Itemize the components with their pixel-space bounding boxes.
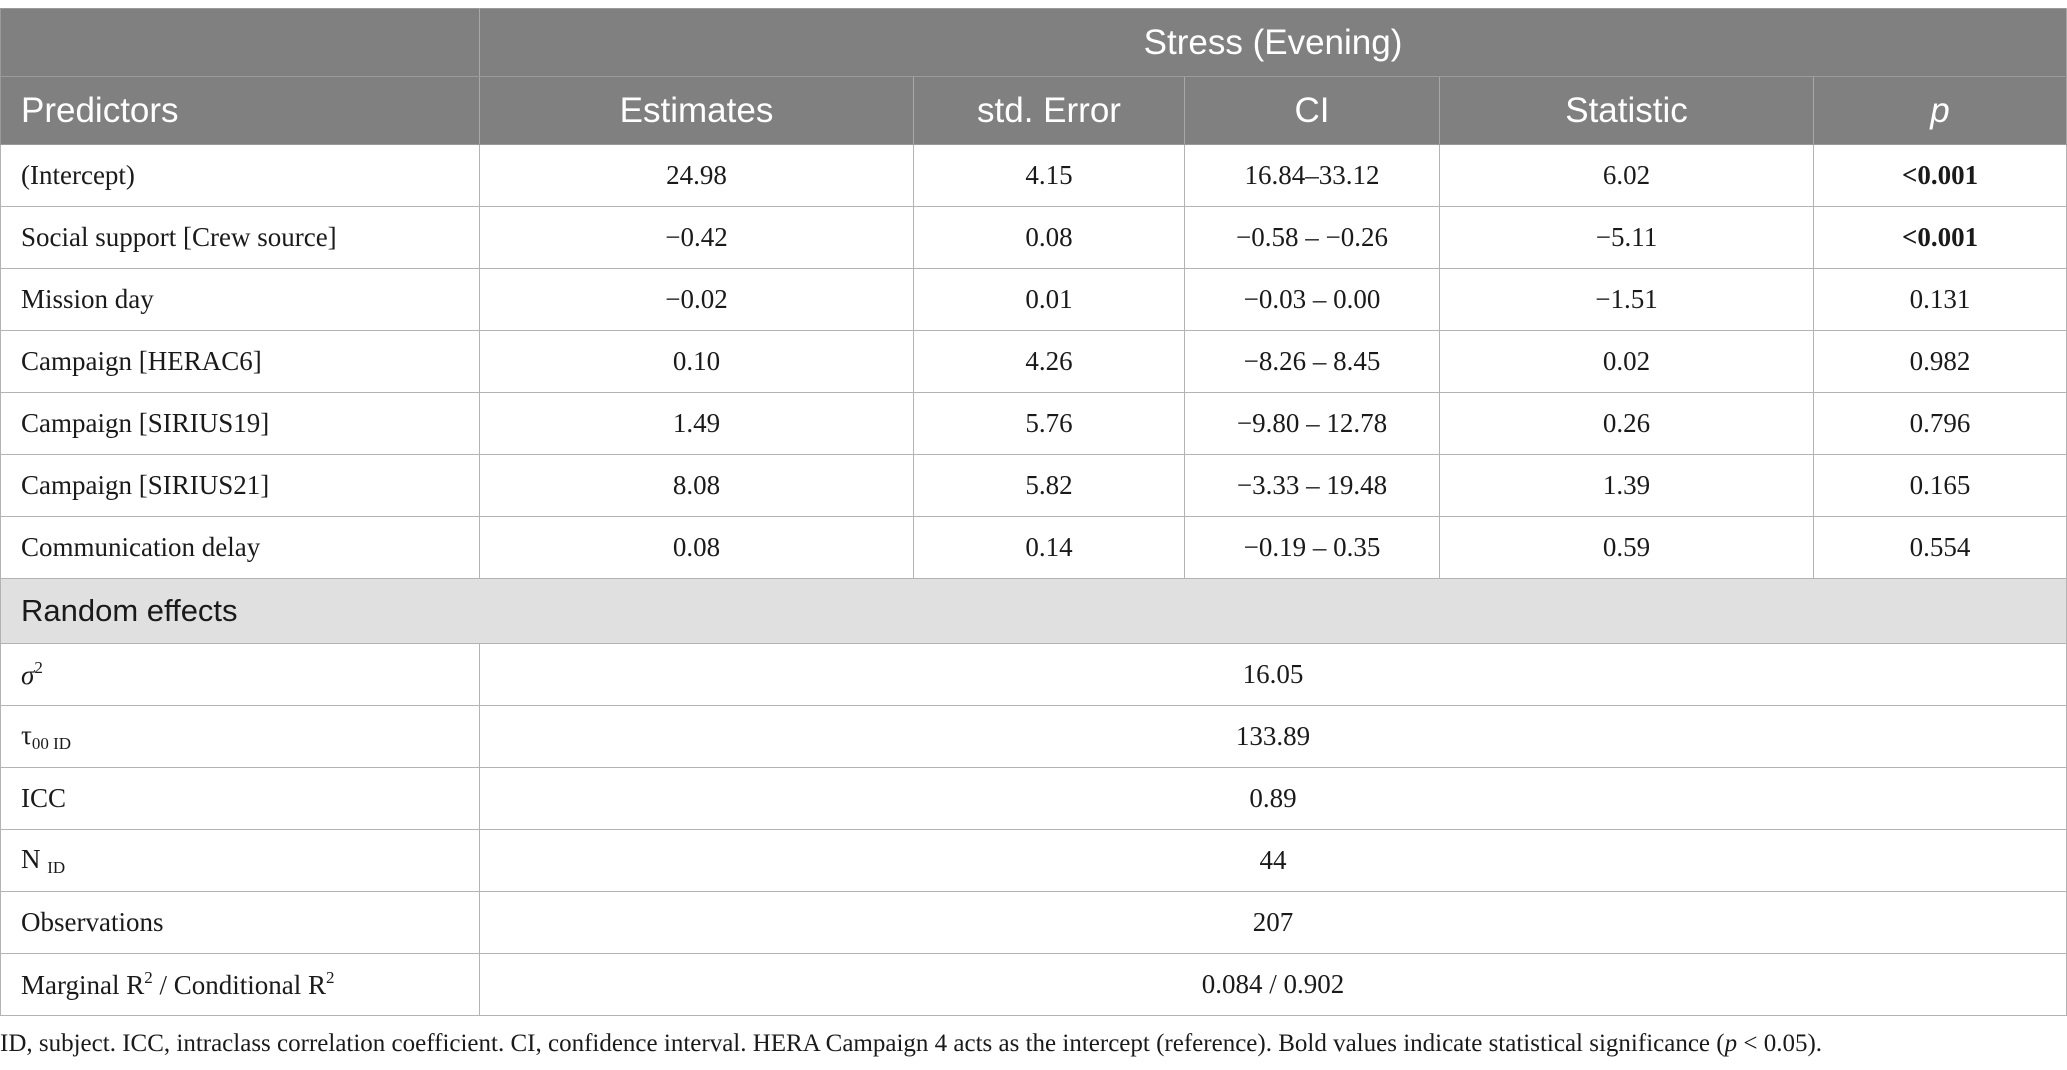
- predictor-cell: (Intercept): [1, 145, 480, 207]
- predictor-cell: Campaign [HERAC6]: [1, 331, 480, 393]
- estimate-cell: 1.49: [480, 393, 914, 455]
- estimate-cell: 8.08: [480, 455, 914, 517]
- estimate-cell: 0.08: [480, 517, 914, 579]
- estimate-cell: −0.42: [480, 207, 914, 269]
- random-effects-body: [1, 579, 2067, 1016]
- col-header-estimates: Estimates: [480, 77, 914, 145]
- table-row: [1, 455, 2067, 517]
- p-value-cell: 0.796: [1814, 393, 2067, 455]
- std-error-cell: 4.26: [914, 331, 1185, 393]
- group-title: Stress (Evening): [480, 9, 2067, 77]
- r2-label: Marginal $R^2$ / Conditional $R^2$: [1, 954, 480, 1016]
- predictor-cell: Campaign [SIRIUS19]: [1, 393, 480, 455]
- random-effects-section-row: [1, 579, 2067, 644]
- col-header-ci: CI: [1185, 77, 1440, 145]
- table-row: [1, 954, 2067, 1016]
- n-value: 44: [480, 830, 2067, 892]
- group-header-row: [1, 9, 2067, 77]
- sigma-label: $\sigma^2$: [1, 644, 480, 706]
- table-row: [1, 207, 2067, 269]
- predictor-cell: Campaign [SIRIUS21]: [1, 455, 480, 517]
- statistic-cell: 0.59: [1440, 517, 1814, 579]
- statistic-cell: −1.51: [1440, 269, 1814, 331]
- col-header-statistic: Statistic: [1440, 77, 1814, 145]
- estimate-cell: 0.10: [480, 331, 914, 393]
- table-row: [1, 644, 2067, 706]
- table-footnote: ID, subject. ICC, intraclass correlation coefficient. CI, confidence interval. HERA Campaign 4 acts as the intercept (reference). Bold values indicate statistical significance (p < 0.05).: [0, 1030, 1823, 1057]
- ci-cell: −0.58 – −0.26: [1185, 207, 1440, 269]
- col-header-predictors: Predictors: [1, 77, 480, 145]
- table-row: [1, 892, 2067, 954]
- p-value-cell: 0.982: [1814, 331, 2067, 393]
- std-error-cell: 5.82: [914, 455, 1185, 517]
- p-value-cell: <0.001: [1814, 145, 2067, 207]
- r2-value: 0.084 / 0.902: [480, 954, 2067, 1016]
- predictor-cell: Mission day: [1, 269, 480, 331]
- std-error-cell: 0.08: [914, 207, 1185, 269]
- regression-table: [0, 8, 2067, 1016]
- icc-value: 0.89: [480, 768, 2067, 830]
- p-value-cell: 0.165: [1814, 455, 2067, 517]
- table-row: [1, 768, 2067, 830]
- column-header-row: [1, 77, 2067, 145]
- tau-value: 133.89: [480, 706, 2067, 768]
- ci-cell: −8.26 – 8.45: [1185, 331, 1440, 393]
- statistic-cell: 0.26: [1440, 393, 1814, 455]
- statistic-cell: −5.11: [1440, 207, 1814, 269]
- fixed-effects-body: [1, 145, 2067, 579]
- p-value-cell: <0.001: [1814, 207, 2067, 269]
- estimate-cell: 24.98: [480, 145, 914, 207]
- tau-label: $\tau_{00 ID}$: [1, 706, 480, 768]
- predictor-cell: Social support [Crew source]: [1, 207, 480, 269]
- ci-cell: −0.03 – 0.00: [1185, 269, 1440, 331]
- ci-cell: 16.84–33.12: [1185, 145, 1440, 207]
- n-label: N $_{ID}$: [1, 830, 480, 892]
- table-row: [1, 269, 2067, 331]
- predictor-cell: Communication delay: [1, 517, 480, 579]
- table-row: [1, 331, 2067, 393]
- col-header-p: p: [1814, 77, 2067, 145]
- table-row: [1, 145, 2067, 207]
- icc-label: ICC: [1, 768, 480, 830]
- observations-value: 207: [480, 892, 2067, 954]
- std-error-cell: 5.76: [914, 393, 1185, 455]
- ci-cell: −9.80 – 12.78: [1185, 393, 1440, 455]
- table-row: [1, 517, 2067, 579]
- random-effects-title: Random effects: [1, 579, 2067, 644]
- statistic-cell: 1.39: [1440, 455, 1814, 517]
- statistic-cell: 0.02: [1440, 331, 1814, 393]
- statistic-cell: 6.02: [1440, 145, 1814, 207]
- ci-cell: −0.19 – 0.35: [1185, 517, 1440, 579]
- header-blank-cell: [1, 9, 480, 77]
- table-row: [1, 830, 2067, 892]
- table-header: [1, 9, 2067, 145]
- regression-table-container: [0, 8, 2067, 1016]
- std-error-cell: 0.01: [914, 269, 1185, 331]
- std-error-cell: 0.14: [914, 517, 1185, 579]
- std-error-cell: 4.15: [914, 145, 1185, 207]
- observations-label: Observations: [1, 892, 480, 954]
- p-value-cell: 0.131: [1814, 269, 2067, 331]
- ci-cell: −3.33 – 19.48: [1185, 455, 1440, 517]
- p-value-cell: 0.554: [1814, 517, 2067, 579]
- sigma-value: 16.05: [480, 644, 2067, 706]
- col-header-std-error: std. Error: [914, 77, 1185, 145]
- estimate-cell: −0.02: [480, 269, 914, 331]
- table-row: [1, 706, 2067, 768]
- table-row: [1, 393, 2067, 455]
